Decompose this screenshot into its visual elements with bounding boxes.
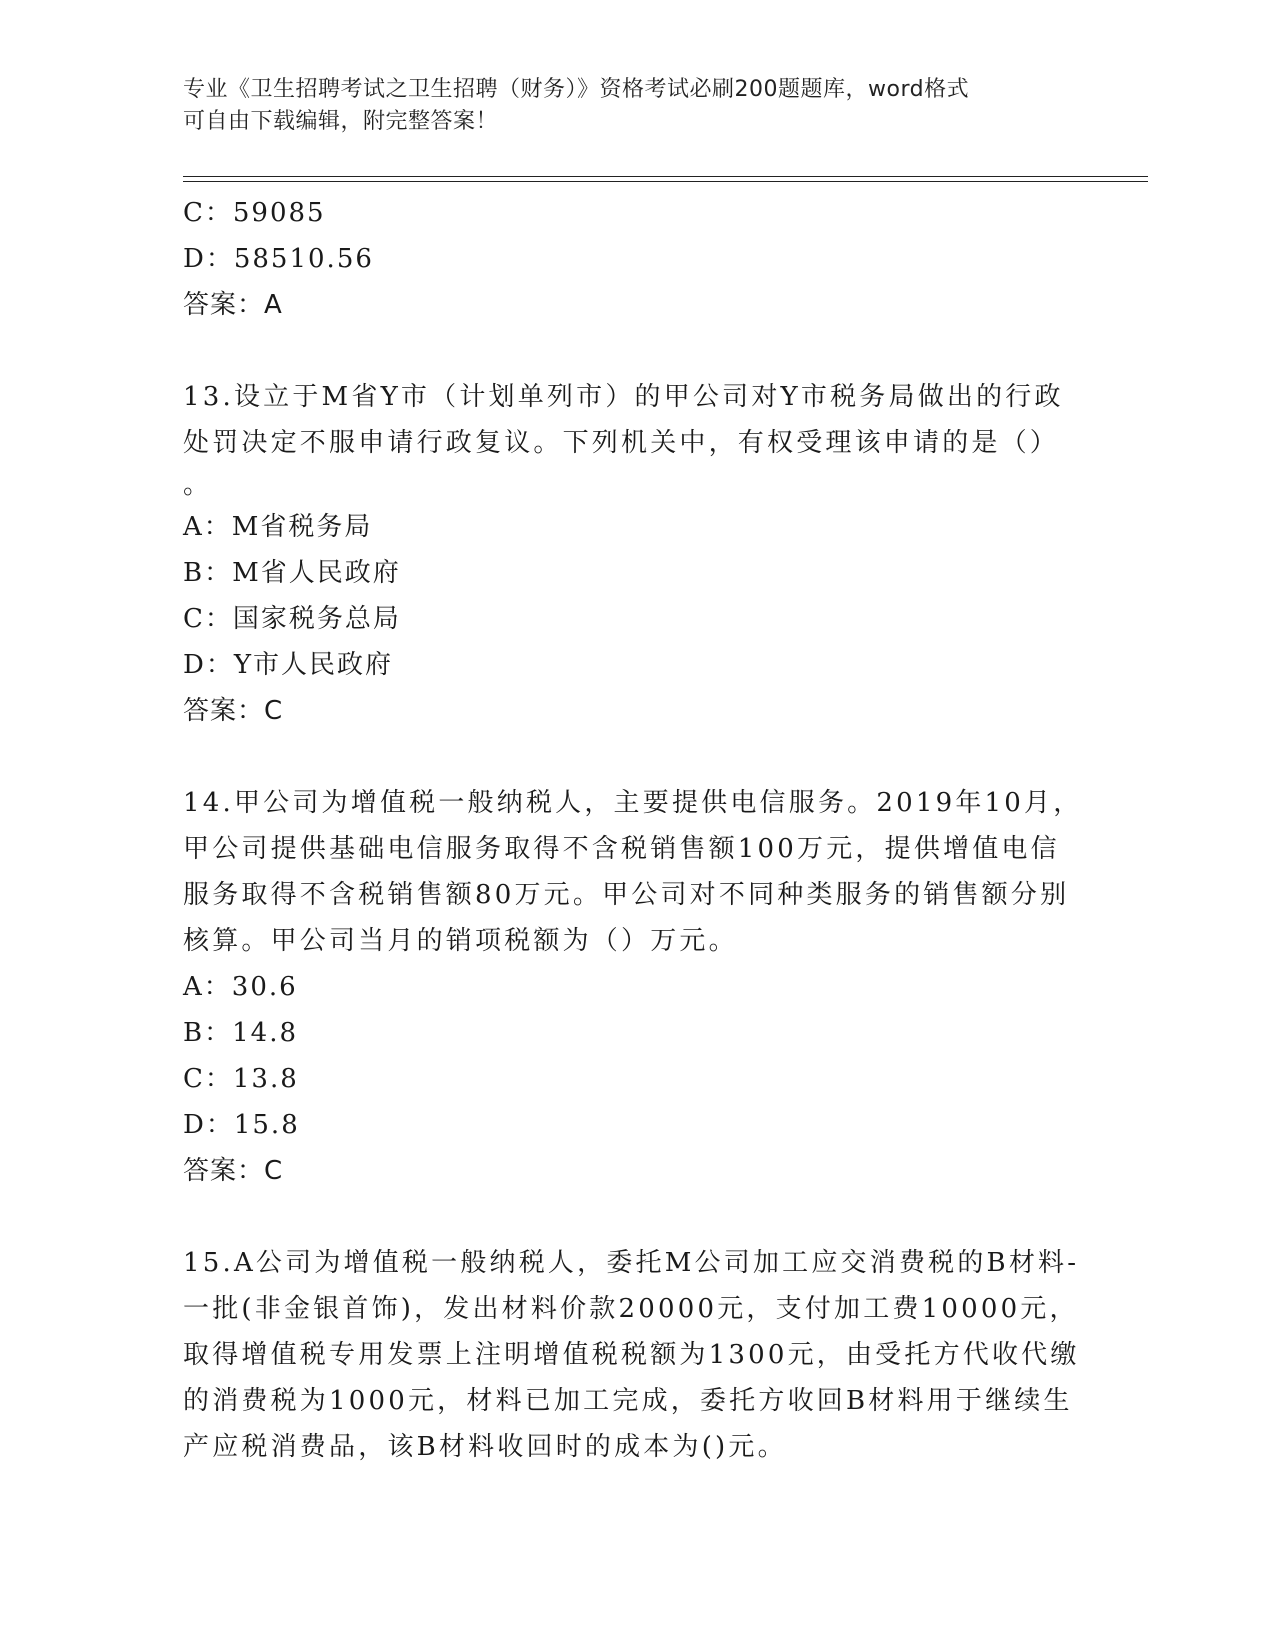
- question-text-line: 15.A公司为增值税一般纳税人，委托M公司加工应交消费税的B材料-: [183, 1248, 1080, 1278]
- question-text-line: 服务取得不含税销售额80万元。甲公司对不同种类服务的销售额分别: [183, 880, 1070, 910]
- option-a: A：M省税务局: [183, 512, 373, 542]
- question-text-line: 甲公司提供基础电信服务取得不含税销售额100万元，提供增值电信: [183, 834, 1060, 864]
- question-text-line: 产应税消费品，该B材料收回时的成本为()元。: [183, 1432, 787, 1462]
- option-c: C：59085: [183, 198, 326, 228]
- header-line-2: 可自由下载编辑，附完整答案！: [183, 109, 499, 134]
- document-header: [183, 74, 1063, 138]
- header-rule-top: [183, 176, 1148, 177]
- question-14: [183, 780, 1083, 1194]
- option-b: B：M省人民政府: [183, 558, 401, 588]
- option-c: C：国家税务总局: [183, 604, 401, 634]
- question-text-line: 。: [183, 470, 213, 500]
- option-c: C：13.8: [183, 1064, 299, 1094]
- answer: 答案：A: [183, 290, 283, 320]
- question-text-line: 处罚决定不服申请行政复议。下列机关中，有权受理该申请的是（）: [183, 428, 1060, 458]
- question-text-line: 的消费税为1000元，材料已加工完成，委托方收回B材料用于继续生: [183, 1386, 1073, 1416]
- question-text-line: 取得增值税专用发票上注明增值税税额为1300元，由受托方代收代缴: [183, 1340, 1080, 1370]
- question-13: [183, 374, 1083, 734]
- question-15: [183, 1240, 1083, 1470]
- question-text-line: 13.设立于M省Y市（计划单列市）的甲公司对Y市税务局做出的行政: [183, 382, 1064, 412]
- answer: 答案：C: [183, 696, 284, 726]
- prev-question-options: [183, 190, 1083, 282]
- question-text-line: 14.甲公司为增值税一般纳税人，主要提供电信服务。2019年10月，: [183, 788, 1083, 818]
- option-a: A：30.6: [183, 972, 298, 1002]
- option-d: D：58510.56: [183, 244, 374, 274]
- question-text-line: 核算。甲公司当月的销项税额为（）万元。: [183, 926, 738, 956]
- option-d: D：15.8: [183, 1110, 300, 1140]
- document-body: [183, 190, 1083, 1470]
- option-d: D：Y市人民政府: [183, 650, 394, 680]
- option-b: B：14.8: [183, 1018, 298, 1048]
- header-line-1: 专业《卫生招聘考试之卫生招聘（财务）》资格考试必刷200题题库，word格式: [183, 77, 970, 102]
- answer: 答案：C: [183, 1156, 284, 1186]
- header-rule-bottom: [183, 181, 1148, 182]
- question-text-line: 一批(非金银首饰)，发出材料价款20000元，支付加工费10000元，: [183, 1294, 1079, 1324]
